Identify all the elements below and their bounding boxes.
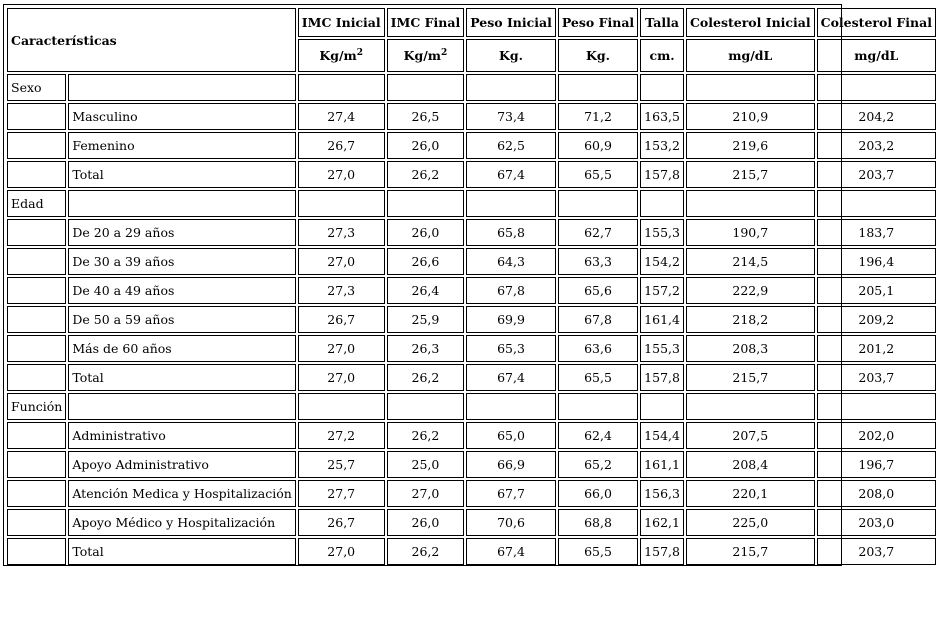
value-cell: 155,3	[640, 219, 684, 246]
value-cell: 26,7	[298, 132, 385, 159]
value-cell: 222,9	[686, 277, 815, 304]
value-cell: 67,4	[466, 161, 556, 188]
value-cell: 26,2	[387, 422, 465, 449]
value-cell	[387, 190, 465, 217]
value-cell: 205,1	[817, 277, 936, 304]
value-cell: 157,2	[640, 277, 684, 304]
value-cell: 210,9	[686, 103, 815, 130]
value-cell	[558, 190, 638, 217]
row-label-cell: Total	[68, 538, 295, 565]
table-row	[7, 219, 936, 246]
value-cell: 65,3	[466, 335, 556, 362]
value-cell: 219,6	[686, 132, 815, 159]
row-label-cell: Total	[68, 161, 295, 188]
value-cell: 65,5	[558, 364, 638, 391]
value-cell	[640, 190, 684, 217]
unit-header-imc-final	[387, 39, 465, 72]
value-cell: 163,5	[640, 103, 684, 130]
value-cell: 65,8	[466, 219, 556, 246]
value-cell: 66,9	[466, 451, 556, 478]
unit-header-peso-final: Kg.	[558, 39, 638, 72]
characteristics-header: Características	[7, 8, 296, 72]
value-cell: 27,0	[298, 335, 385, 362]
row-label-cell: De 20 a 29 años	[68, 219, 295, 246]
value-cell: 67,8	[466, 277, 556, 304]
table-row	[7, 451, 936, 478]
value-cell: 62,4	[558, 422, 638, 449]
value-cell: 27,0	[298, 364, 385, 391]
unit-text: Kg/m	[403, 48, 442, 63]
value-cell	[686, 190, 815, 217]
value-cell: 190,7	[686, 219, 815, 246]
header-row-names	[7, 8, 936, 37]
value-cell: 161,4	[640, 306, 684, 333]
value-cell: 196,7	[817, 451, 936, 478]
group-label-cell	[7, 161, 66, 188]
row-label-cell	[68, 74, 295, 101]
table-frame	[3, 4, 932, 566]
group-label-cell	[7, 480, 66, 507]
value-cell	[466, 393, 556, 420]
value-cell: 26,0	[387, 509, 465, 536]
value-cell: 67,4	[466, 364, 556, 391]
value-cell: 215,7	[686, 364, 815, 391]
table-row	[7, 132, 936, 159]
value-cell: 64,3	[466, 248, 556, 275]
value-cell: 26,0	[387, 132, 465, 159]
group-label-cell	[7, 248, 66, 275]
row-label-cell: Atención Medica y Hospitalización	[68, 480, 295, 507]
value-cell: 26,3	[387, 335, 465, 362]
value-cell: 196,4	[817, 248, 936, 275]
value-cell: 68,8	[558, 509, 638, 536]
group-label-cell	[7, 103, 66, 130]
col-header-colesterol-final: Colesterol Final	[817, 8, 936, 37]
unit-text: Kg/m	[319, 48, 357, 63]
value-cell: 208,4	[686, 451, 815, 478]
value-cell: 155,3	[640, 335, 684, 362]
row-label-cell	[68, 190, 295, 217]
value-cell: 201,2	[817, 335, 936, 362]
row-label-cell: Apoyo Administrativo	[68, 451, 295, 478]
value-cell: 208,0	[817, 480, 936, 507]
value-cell: 26,2	[387, 538, 465, 565]
table-row	[7, 161, 936, 188]
table-row	[7, 480, 936, 507]
group-label-cell	[7, 538, 66, 565]
value-cell: 203,7	[817, 364, 936, 391]
value-cell: 25,0	[387, 451, 465, 478]
value-cell: 26,5	[387, 103, 465, 130]
value-cell: 27,3	[298, 277, 385, 304]
group-label-cell	[7, 132, 66, 159]
value-cell	[558, 393, 638, 420]
value-cell: 203,0	[817, 509, 936, 536]
value-cell: 27,4	[298, 103, 385, 130]
group-label-cell	[7, 277, 66, 304]
value-cell: 154,2	[640, 248, 684, 275]
group-label-cell	[7, 422, 66, 449]
value-cell: 67,8	[558, 306, 638, 333]
value-cell	[466, 190, 556, 217]
value-cell: 70,6	[466, 509, 556, 536]
row-label-cell: Total	[68, 364, 295, 391]
col-header-talla: Talla	[640, 8, 684, 37]
group-label-cell: Edad	[7, 190, 66, 217]
value-cell: 218,2	[686, 306, 815, 333]
value-cell: 25,7	[298, 451, 385, 478]
value-cell: 62,7	[558, 219, 638, 246]
value-cell: 27,7	[298, 480, 385, 507]
value-cell: 69,9	[466, 306, 556, 333]
data-table	[5, 6, 938, 567]
value-cell: 65,2	[558, 451, 638, 478]
value-cell: 156,3	[640, 480, 684, 507]
value-cell: 26,2	[387, 161, 465, 188]
group-label-cell	[7, 364, 66, 391]
table-row	[7, 248, 936, 275]
table-row	[7, 306, 936, 333]
row-label-cell: De 30 a 39 años	[68, 248, 295, 275]
value-cell: 27,0	[298, 248, 385, 275]
value-cell	[686, 74, 815, 101]
table-row	[7, 335, 936, 362]
value-cell: 153,2	[640, 132, 684, 159]
group-label-cell	[7, 509, 66, 536]
group-label-cell: Función	[7, 393, 66, 420]
value-cell: 65,0	[466, 422, 556, 449]
unit-header-talla: cm.	[640, 39, 684, 72]
table-row	[7, 422, 936, 449]
value-cell: 73,4	[466, 103, 556, 130]
value-cell: 25,9	[387, 306, 465, 333]
value-cell: 27,0	[387, 480, 465, 507]
group-label-cell	[7, 451, 66, 478]
value-cell: 65,5	[558, 161, 638, 188]
value-cell: 209,2	[817, 306, 936, 333]
col-header-imc-final: IMC Final	[387, 8, 465, 37]
value-cell: 62,5	[466, 132, 556, 159]
col-header-peso-final: Peso Final	[558, 8, 638, 37]
row-label-cell: Apoyo Médico y Hospitalización	[68, 509, 295, 536]
group-label-cell	[7, 335, 66, 362]
row-label-cell: De 40 a 49 años	[68, 277, 295, 304]
table-body	[7, 74, 936, 565]
value-cell	[558, 74, 638, 101]
value-cell: 27,2	[298, 422, 385, 449]
row-label-cell: Más de 60 años	[68, 335, 295, 362]
group-label-cell	[7, 306, 66, 333]
unit-header-colesterol-inicial: mg/dL	[686, 39, 815, 72]
value-cell: 60,9	[558, 132, 638, 159]
value-cell	[298, 74, 385, 101]
table-row	[7, 509, 936, 536]
row-label-cell: Femenino	[68, 132, 295, 159]
value-cell	[387, 74, 465, 101]
group-label-cell: Sexo	[7, 74, 66, 101]
value-cell: 162,1	[640, 509, 684, 536]
value-cell: 67,7	[466, 480, 556, 507]
group-row	[7, 190, 936, 217]
table-row	[7, 538, 936, 565]
value-cell: 207,5	[686, 422, 815, 449]
value-cell: 63,3	[558, 248, 638, 275]
value-cell	[298, 190, 385, 217]
value-cell: 26,7	[298, 306, 385, 333]
unit-header-colesterol-final: mg/dL	[817, 39, 936, 72]
value-cell: 183,7	[817, 219, 936, 246]
value-cell: 215,7	[686, 538, 815, 565]
group-row	[7, 74, 936, 101]
value-cell: 67,4	[466, 538, 556, 565]
value-cell	[387, 393, 465, 420]
group-label-cell	[7, 219, 66, 246]
value-cell	[817, 190, 936, 217]
value-cell	[298, 393, 385, 420]
value-cell: 202,0	[817, 422, 936, 449]
col-header-colesterol-inicial: Colesterol Inicial	[686, 8, 815, 37]
unit-header-peso-inicial: Kg.	[466, 39, 556, 72]
value-cell: 214,5	[686, 248, 815, 275]
value-cell: 204,2	[817, 103, 936, 130]
group-row	[7, 393, 936, 420]
table-row	[7, 277, 936, 304]
value-cell: 157,8	[640, 364, 684, 391]
value-cell: 27,3	[298, 219, 385, 246]
value-cell: 26,2	[387, 364, 465, 391]
value-cell: 27,0	[298, 538, 385, 565]
value-cell: 157,8	[640, 161, 684, 188]
value-cell: 215,7	[686, 161, 815, 188]
value-cell: 66,0	[558, 480, 638, 507]
value-cell: 71,2	[558, 103, 638, 130]
value-cell: 203,7	[817, 161, 936, 188]
value-cell: 65,5	[558, 538, 638, 565]
value-cell	[640, 74, 684, 101]
row-label-cell: Administrativo	[68, 422, 295, 449]
value-cell: 225,0	[686, 509, 815, 536]
col-header-imc-inicial: IMC Inicial	[298, 8, 385, 37]
table-row	[7, 364, 936, 391]
value-cell	[817, 393, 936, 420]
value-cell: 27,0	[298, 161, 385, 188]
row-label-cell	[68, 393, 295, 420]
col-header-peso-inicial: Peso Inicial	[466, 8, 556, 37]
unit-superscript: 2	[441, 47, 448, 58]
row-label-cell: Masculino	[68, 103, 295, 130]
unit-superscript: 2	[356, 47, 364, 58]
value-cell: 26,0	[387, 219, 465, 246]
value-cell: 26,4	[387, 277, 465, 304]
row-label-cell: De 50 a 59 años	[68, 306, 295, 333]
value-cell: 26,7	[298, 509, 385, 536]
value-cell: 161,1	[640, 451, 684, 478]
value-cell: 203,7	[817, 538, 936, 565]
value-cell: 63,6	[558, 335, 638, 362]
value-cell	[817, 74, 936, 101]
value-cell	[686, 393, 815, 420]
value-cell: 157,8	[640, 538, 684, 565]
table-row	[7, 103, 936, 130]
value-cell: 203,2	[817, 132, 936, 159]
value-cell: 65,6	[558, 277, 638, 304]
value-cell: 220,1	[686, 480, 815, 507]
value-cell: 26,6	[387, 248, 465, 275]
value-cell: 208,3	[686, 335, 815, 362]
value-cell	[466, 74, 556, 101]
value-cell: 154,4	[640, 422, 684, 449]
value-cell	[640, 393, 684, 420]
unit-header-imc-inicial	[298, 39, 385, 72]
